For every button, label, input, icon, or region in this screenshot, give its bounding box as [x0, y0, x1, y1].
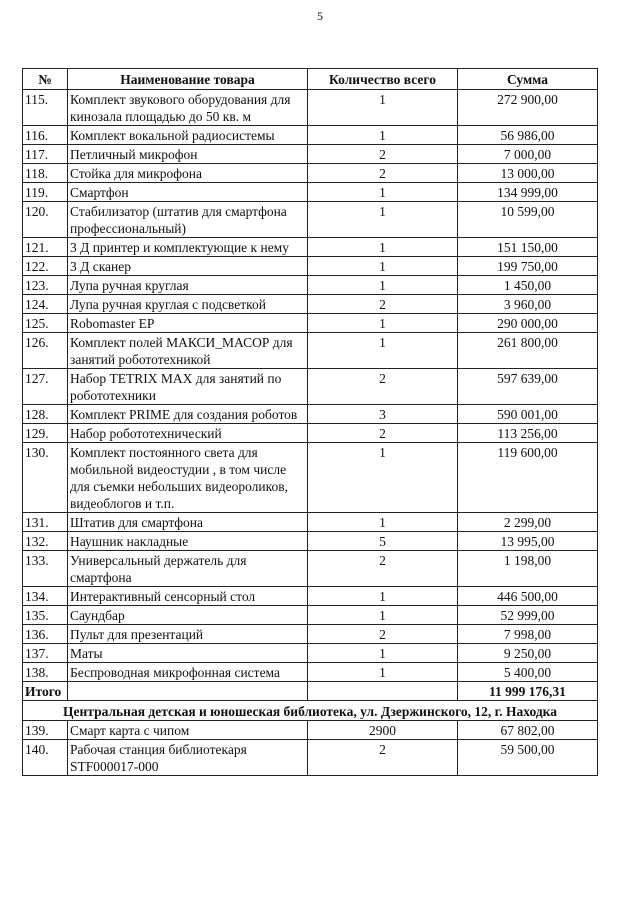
header-name: Наименование товара: [68, 69, 308, 90]
section-body: [23, 721, 598, 776]
row-quantity: 1: [308, 587, 458, 606]
row-number: 122.: [23, 257, 68, 276]
table-row: [23, 276, 598, 295]
row-number: 139.: [23, 721, 68, 740]
row-sum: 5 400,00: [458, 663, 598, 682]
row-item-name: 3 Д принтер и комплектующие к нему: [68, 238, 308, 257]
header-num: №: [23, 69, 68, 90]
row-item-name: Комплект PRIME для создания роботов: [68, 405, 308, 424]
row-number: 132.: [23, 532, 68, 551]
row-sum: 9 250,00: [458, 644, 598, 663]
row-number: 124.: [23, 295, 68, 314]
row-quantity: 1: [308, 333, 458, 369]
row-item-name: Стабилизатор (штатив для смартфона профессиональный): [68, 202, 308, 238]
table-row: [23, 126, 598, 145]
row-sum: 67 802,00: [458, 721, 598, 740]
row-sum: 3 960,00: [458, 295, 598, 314]
row-sum: 59 500,00: [458, 740, 598, 776]
row-sum: 7 998,00: [458, 625, 598, 644]
row-number: 123.: [23, 276, 68, 295]
row-item-name: Саундбар: [68, 606, 308, 625]
row-sum: 1 450,00: [458, 276, 598, 295]
row-sum: 10 599,00: [458, 202, 598, 238]
total-label: Итого: [23, 682, 68, 701]
total-empty-name: [68, 682, 308, 701]
table-row: [23, 587, 598, 606]
row-item-name: Штатив для смартфона: [68, 513, 308, 532]
row-item-name: Наушник накладные: [68, 532, 308, 551]
row-sum: 290 000,00: [458, 314, 598, 333]
section-title: Центральная детская и юношеская библиотека, ул. Дзержинского, 12, г. Находка: [23, 701, 598, 721]
table-row: [23, 183, 598, 202]
header-qty: Количество всего: [308, 69, 458, 90]
table-row: [23, 90, 598, 126]
inventory-table: [22, 68, 598, 776]
row-sum: 56 986,00: [458, 126, 598, 145]
row-quantity: 1: [308, 276, 458, 295]
table-row: [23, 721, 598, 740]
table-row: [23, 314, 598, 333]
table-row: [23, 532, 598, 551]
row-number: 131.: [23, 513, 68, 532]
row-number: 129.: [23, 424, 68, 443]
row-sum: 13 000,00: [458, 164, 598, 183]
table-row: [23, 295, 598, 314]
row-item-name: Лупа ручная круглая: [68, 276, 308, 295]
row-item-name: Набор робототехнический: [68, 424, 308, 443]
row-quantity: 1: [308, 443, 458, 513]
row-quantity: 1: [308, 90, 458, 126]
row-sum: 272 900,00: [458, 90, 598, 126]
row-number: 120.: [23, 202, 68, 238]
row-item-name: Рабочая станция библиотекаря STF000017-000: [68, 740, 308, 776]
row-quantity: 3: [308, 405, 458, 424]
row-sum: 119 600,00: [458, 443, 598, 513]
table-header: [23, 69, 598, 90]
row-quantity: 2: [308, 424, 458, 443]
row-number: 115.: [23, 90, 68, 126]
row-number: 118.: [23, 164, 68, 183]
table-row: [23, 740, 598, 776]
row-item-name: Набор TETRIX MAX для занятий по робототехники: [68, 369, 308, 405]
row-item-name: Интерактивный сенсорный стол: [68, 587, 308, 606]
row-quantity: 2: [308, 369, 458, 405]
row-quantity: 1: [308, 183, 458, 202]
page-number: 5: [317, 9, 323, 23]
row-number: 135.: [23, 606, 68, 625]
row-item-name: Пульт для презентаций: [68, 625, 308, 644]
total-sum: 11 999 176,31: [458, 682, 598, 701]
row-quantity: 2: [308, 145, 458, 164]
row-item-name: Беспроводная микрофонная система: [68, 663, 308, 682]
row-sum: 13 995,00: [458, 532, 598, 551]
row-item-name: Универсальный держатель для смартфона: [68, 551, 308, 587]
row-number: 126.: [23, 333, 68, 369]
row-quantity: 2: [308, 551, 458, 587]
table-row: [23, 513, 598, 532]
table-row: [23, 202, 598, 238]
row-number: 119.: [23, 183, 68, 202]
row-sum: 590 001,00: [458, 405, 598, 424]
table-row: [23, 405, 598, 424]
row-item-name: Смартфон: [68, 183, 308, 202]
row-item-name: Комплект полей МАКСИ_МАСОР для занятий робототехникой: [68, 333, 308, 369]
row-item-name: Комплект звукового оборудования для кинозала площадью до 50 кв. м: [68, 90, 308, 126]
row-item-name: Смарт карта с чипом: [68, 721, 308, 740]
total-empty-qty: [308, 682, 458, 701]
table-row: [23, 606, 598, 625]
table-row: [23, 369, 598, 405]
row-number: 137.: [23, 644, 68, 663]
row-sum: 2 299,00: [458, 513, 598, 532]
row-number: 121.: [23, 238, 68, 257]
total-row: [23, 682, 598, 701]
table-row: [23, 164, 598, 183]
row-number: 128.: [23, 405, 68, 424]
row-quantity: 2: [308, 625, 458, 644]
row-item-name: Лупа ручная круглая с подсветкой: [68, 295, 308, 314]
row-number: 127.: [23, 369, 68, 405]
row-quantity: 1: [308, 513, 458, 532]
row-sum: 151 150,00: [458, 238, 598, 257]
row-number: 138.: [23, 663, 68, 682]
row-quantity: 5: [308, 532, 458, 551]
row-quantity: 1: [308, 126, 458, 145]
row-quantity: 2: [308, 295, 458, 314]
row-quantity: 1: [308, 663, 458, 682]
row-number: 130.: [23, 443, 68, 513]
row-sum: 446 500,00: [458, 587, 598, 606]
row-number: 133.: [23, 551, 68, 587]
row-number: 125.: [23, 314, 68, 333]
header-row: [23, 69, 598, 90]
section-row: [23, 701, 598, 721]
header-sum: Сумма: [458, 69, 598, 90]
row-quantity: 1: [308, 644, 458, 663]
row-number: 140.: [23, 740, 68, 776]
table-row: [23, 663, 598, 682]
table-row: [23, 333, 598, 369]
row-sum: 7 000,00: [458, 145, 598, 164]
row-quantity: 1: [308, 606, 458, 625]
table-row: [23, 551, 598, 587]
row-quantity: 2: [308, 164, 458, 183]
row-quantity: 1: [308, 314, 458, 333]
row-quantity: 1: [308, 238, 458, 257]
row-sum: 113 256,00: [458, 424, 598, 443]
row-sum: 597 639,00: [458, 369, 598, 405]
row-sum: 199 750,00: [458, 257, 598, 276]
row-quantity: 2900: [308, 721, 458, 740]
row-number: 136.: [23, 625, 68, 644]
table-row: [23, 145, 598, 164]
total-section: [23, 682, 598, 721]
row-sum: 1 198,00: [458, 551, 598, 587]
row-item-name: Петличный микрофон: [68, 145, 308, 164]
table-row: [23, 644, 598, 663]
row-sum: 52 999,00: [458, 606, 598, 625]
row-number: 117.: [23, 145, 68, 164]
row-item-name: Robomaster EP: [68, 314, 308, 333]
table-row: [23, 238, 598, 257]
row-quantity: 2: [308, 740, 458, 776]
table-row: [23, 424, 598, 443]
row-number: 134.: [23, 587, 68, 606]
row-item-name: Комплект постоянного света для мобильной видеостудии , в том числе для съемки небольших видеороликов, видеоблогов и т.п.: [68, 443, 308, 513]
row-quantity: 1: [308, 202, 458, 238]
row-sum: 261 800,00: [458, 333, 598, 369]
table-row: [23, 257, 598, 276]
table-row: [23, 443, 598, 513]
table-body: [23, 90, 598, 682]
row-quantity: 1: [308, 257, 458, 276]
row-number: 116.: [23, 126, 68, 145]
row-item-name: Маты: [68, 644, 308, 663]
table-row: [23, 625, 598, 644]
row-item-name: 3 Д сканер: [68, 257, 308, 276]
row-item-name: Комплект вокальной радиосистемы: [68, 126, 308, 145]
row-sum: 134 999,00: [458, 183, 598, 202]
row-item-name: Стойка для микрофона: [68, 164, 308, 183]
